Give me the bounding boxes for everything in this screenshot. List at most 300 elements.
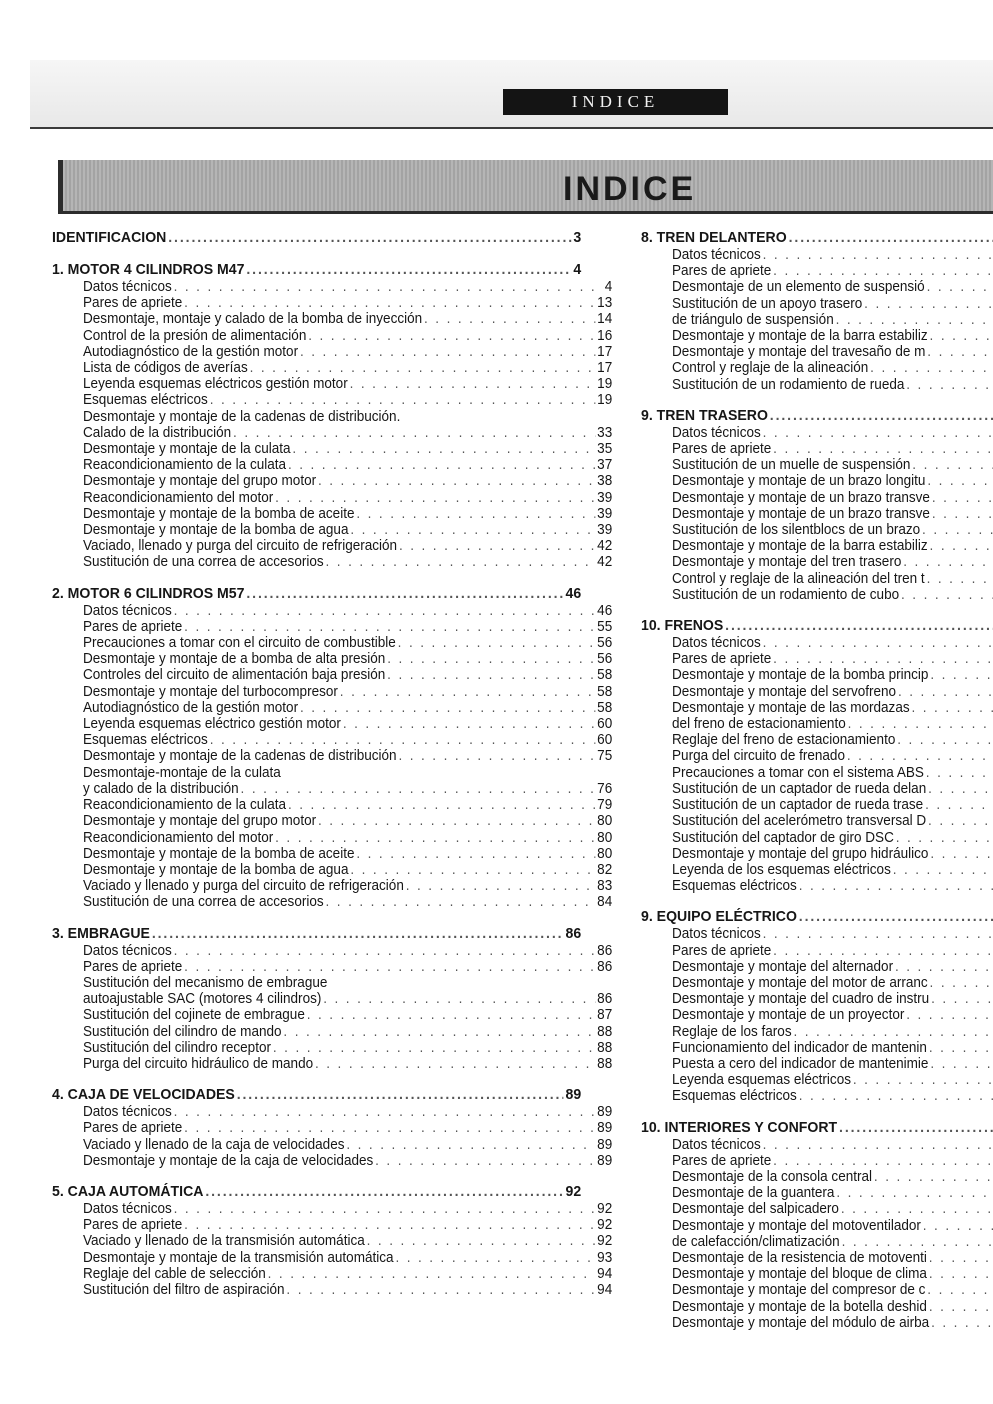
leader-dots bbox=[346, 1137, 595, 1153]
leader-dots bbox=[288, 457, 595, 473]
toc-entry-label: Sustitución del cilindro de mando bbox=[83, 1023, 282, 1040]
toc-entry-label: Sustitución de un apoyo trasero bbox=[672, 295, 863, 312]
toc-entry-page: 60 bbox=[597, 716, 613, 733]
header-rule bbox=[30, 127, 993, 129]
toc-entry-label: Sustitución de una correa de accesorios bbox=[83, 554, 324, 571]
title-banner bbox=[58, 160, 993, 214]
leader-dots bbox=[275, 490, 595, 506]
toc-entry-label: Desmontaje y montaje del bloque de clima bbox=[672, 1266, 927, 1283]
toc-entry-label: Reacondicionamiento de la culata bbox=[83, 797, 287, 814]
toc-entry-label: Desmontaje y montaje del compresor de c bbox=[672, 1282, 926, 1299]
leader-dots bbox=[928, 781, 993, 797]
toc-entry-label: Desmontaje y montaje de la culata bbox=[83, 441, 291, 458]
toc-entry-page: 14 bbox=[597, 311, 613, 328]
leader-dots bbox=[184, 1120, 595, 1136]
leader-dots bbox=[398, 748, 595, 764]
toc-entry-label: Desmontaje de un elemento de suspensió bbox=[672, 279, 925, 296]
toc-entry-page: 19 bbox=[597, 392, 613, 409]
toc-entry-label: Purga del circuito hidráulico de mando bbox=[83, 1055, 314, 1072]
leader-dots bbox=[315, 1056, 595, 1072]
leader-dots bbox=[250, 360, 596, 376]
toc-section bbox=[52, 584, 613, 911]
toc-entry bbox=[52, 392, 612, 408]
toc-entry-page: 56 bbox=[597, 651, 613, 668]
toc-entry bbox=[52, 1282, 612, 1298]
toc-entry-label: Vaciado y llenado y purga del circuito de refrigeración bbox=[83, 878, 404, 895]
leader-dots bbox=[283, 1024, 595, 1040]
toc-entry-page: 37 bbox=[597, 457, 613, 474]
toc-entry bbox=[52, 295, 612, 311]
toc-entry-label: Purga del circuito de frenado bbox=[672, 748, 845, 765]
toc-entry-label: Datos técnicos bbox=[672, 1136, 761, 1153]
toc-entry-page: 38 bbox=[597, 473, 613, 490]
toc-entry-label: Controles del circuito de alimentación baja presión bbox=[83, 667, 386, 684]
toc-entry-label: Autodiagnóstico de la gestión motor bbox=[83, 343, 299, 360]
toc-entry-label: Control y reglaje de la alineación bbox=[672, 360, 869, 377]
toc-entry bbox=[52, 1153, 612, 1169]
leader-dots bbox=[929, 1250, 993, 1266]
toc-entry-label: Desmontaje y montaje del tren trasero bbox=[672, 554, 902, 571]
toc-entry bbox=[52, 1266, 612, 1282]
toc-entry-label: Desmontaje y montaje de la cadenas de distribución. bbox=[83, 408, 401, 425]
section-title-page: 86 bbox=[565, 924, 582, 942]
leader-dots bbox=[896, 830, 993, 846]
leader-dots bbox=[848, 716, 993, 732]
toc-entry bbox=[641, 765, 993, 781]
toc-entry-page: 89 bbox=[597, 1136, 613, 1153]
leader-dots bbox=[927, 344, 993, 360]
leader-dots bbox=[928, 813, 993, 829]
leader-dots bbox=[870, 360, 993, 376]
leader-dots bbox=[925, 797, 993, 813]
section-title-label: 9. TREN TRASERO bbox=[641, 406, 768, 424]
toc-entry bbox=[641, 830, 993, 846]
leader-dots bbox=[237, 1085, 564, 1104]
toc-entry bbox=[641, 490, 993, 506]
toc-entry bbox=[641, 1024, 993, 1040]
toc-entry-label: Precauciones a tomar con el sistema ABS bbox=[672, 764, 924, 781]
toc-entry-label: Control de la presión de alimentación bbox=[83, 327, 307, 344]
toc-entry bbox=[52, 943, 612, 959]
leader-dots bbox=[930, 975, 993, 991]
toc-entry-label: Desmontaje y montaje de a bomba de alta presión bbox=[83, 651, 386, 668]
toc-entry-label: Sustitución del cojinete de embrague bbox=[83, 1007, 305, 1024]
toc-entry-page: 58 bbox=[597, 683, 613, 700]
toc-left-column bbox=[52, 228, 613, 1311]
toc-entry bbox=[52, 830, 612, 846]
leader-dots bbox=[246, 260, 571, 279]
section-title-page: 46 bbox=[565, 584, 582, 602]
leader-dots bbox=[763, 425, 993, 441]
toc-entry bbox=[641, 943, 993, 959]
toc-entry bbox=[52, 1137, 612, 1153]
leader-dots bbox=[770, 406, 993, 425]
toc-entry bbox=[52, 344, 612, 360]
toc-entry bbox=[641, 1007, 993, 1023]
toc-entry-label: Sustitución de los silentblocs de un brazo bbox=[672, 522, 921, 539]
toc-entry-label: Sustitución del filtro de aspiración bbox=[83, 1281, 285, 1298]
toc-entry-label: Desmontaje y montaje de la bomba princip bbox=[672, 667, 929, 684]
toc-entry-label: Pares de apriete bbox=[83, 1120, 183, 1137]
leader-dots bbox=[929, 1266, 993, 1282]
leader-dots bbox=[343, 716, 595, 732]
section-title-label: 4. CAJA DE VELOCIDADES bbox=[52, 1086, 235, 1104]
toc-entry bbox=[52, 603, 612, 619]
toc-entry bbox=[641, 1153, 993, 1169]
toc-entry-label: Sustitución del mecanismo de embrague bbox=[83, 974, 328, 991]
toc-entry-label: Datos técnicos bbox=[83, 279, 172, 295]
toc-entry bbox=[641, 846, 993, 862]
leader-dots bbox=[184, 619, 595, 635]
leader-dots bbox=[367, 1233, 596, 1249]
leader-dots bbox=[350, 522, 595, 538]
toc-section bbox=[52, 260, 613, 571]
toc-entry-page: 19 bbox=[597, 376, 613, 393]
leader-dots bbox=[930, 667, 993, 683]
toc-entry bbox=[641, 651, 993, 667]
leader-dots bbox=[387, 651, 595, 667]
leader-dots bbox=[275, 830, 595, 846]
leader-dots bbox=[300, 344, 595, 360]
toc-entry-label: Datos técnicos bbox=[672, 247, 761, 263]
toc-entry bbox=[52, 846, 612, 862]
leader-dots bbox=[927, 279, 993, 295]
leader-dots bbox=[773, 441, 993, 457]
toc-entry-label: Desmontaje del salpicadero bbox=[672, 1201, 839, 1218]
toc-entry-label: Vaciado, llenado y purga del circuito de refrigeración bbox=[83, 538, 398, 555]
toc-entry-label: Pares de apriete bbox=[83, 1217, 183, 1234]
toc-entry-label: Desmontaje de la resistencia de motoventi bbox=[672, 1249, 927, 1266]
toc-entry bbox=[52, 1056, 612, 1072]
leader-dots bbox=[911, 700, 993, 716]
toc-entry-page: 39 bbox=[597, 522, 613, 539]
toc-entry bbox=[52, 1024, 612, 1040]
toc-entry-label: de calefacción/climatización bbox=[672, 1233, 840, 1250]
toc-entry-page: 89 bbox=[597, 1104, 613, 1121]
section-title bbox=[641, 907, 993, 926]
section-title bbox=[52, 1085, 581, 1104]
leader-dots bbox=[763, 1137, 993, 1153]
leader-dots bbox=[836, 312, 993, 328]
toc-entry-page: 4 bbox=[604, 279, 613, 295]
toc-entry bbox=[52, 732, 612, 748]
leader-dots bbox=[927, 571, 993, 587]
leader-dots bbox=[174, 1104, 596, 1120]
toc-entry-page: 58 bbox=[597, 699, 613, 716]
toc-entry bbox=[641, 312, 993, 328]
toc-entry-label: Datos técnicos bbox=[672, 635, 761, 652]
toc-entry-label: Datos técnicos bbox=[83, 602, 172, 619]
toc-entry-page: 84 bbox=[597, 894, 613, 911]
section-title-page: 4 bbox=[573, 261, 582, 278]
toc-entry-label: de triángulo de suspensión bbox=[672, 311, 834, 328]
leader-dots bbox=[932, 506, 993, 522]
leader-dots bbox=[184, 1217, 595, 1233]
section-title-label: 8. TREN DELANTERO bbox=[641, 229, 787, 246]
toc-entry-label: Pares de apriete bbox=[83, 618, 183, 635]
toc-entry-label: Reacondicionamiento de la culata bbox=[83, 457, 287, 474]
toc-entry-label: Pares de apriete bbox=[672, 651, 772, 668]
toc-entry-label: Desmontaje y montaje del grupo motor bbox=[83, 813, 317, 830]
section-title-page: 89 bbox=[565, 1086, 582, 1104]
toc-entry bbox=[52, 1120, 612, 1136]
toc-entry-label: Sustitución de un muelle de suspensión bbox=[672, 457, 911, 474]
section-title-label: 3. EMBRAGUE bbox=[52, 924, 150, 942]
toc-entry-page: 58 bbox=[597, 667, 613, 684]
toc-entry bbox=[641, 1137, 993, 1153]
toc-entry-page: 86 bbox=[597, 942, 613, 959]
toc-entry bbox=[52, 635, 612, 651]
toc-entry-label: Datos técnicos bbox=[672, 424, 761, 441]
toc-entry bbox=[641, 328, 993, 344]
toc-entry bbox=[641, 1218, 993, 1234]
toc-entry-page: 80 bbox=[597, 845, 613, 862]
leader-dots bbox=[901, 587, 993, 603]
toc-entry bbox=[52, 311, 612, 327]
leader-dots bbox=[923, 1218, 993, 1234]
toc-entry-label: Desmontaje y montaje de un brazo longitu bbox=[672, 473, 926, 490]
leader-dots bbox=[931, 1315, 993, 1331]
toc-entry-label: Datos técnicos bbox=[672, 926, 761, 943]
leader-dots bbox=[326, 894, 596, 910]
leader-dots bbox=[898, 684, 993, 700]
toc-entry bbox=[641, 1299, 993, 1315]
toc-entry bbox=[52, 1040, 612, 1056]
toc-entry-page: 89 bbox=[597, 1152, 613, 1169]
toc-entry bbox=[641, 360, 993, 376]
toc-entry bbox=[641, 959, 993, 975]
leader-dots bbox=[350, 376, 596, 392]
leader-dots bbox=[927, 473, 993, 489]
leader-dots bbox=[174, 279, 603, 295]
toc-entry bbox=[641, 296, 993, 312]
leader-dots bbox=[930, 538, 993, 554]
toc-entry bbox=[641, 667, 993, 683]
leader-dots bbox=[210, 392, 596, 408]
section-title bbox=[52, 260, 581, 279]
section-title-label: 10. FRENOS bbox=[641, 617, 724, 635]
toc-entry bbox=[52, 490, 612, 506]
toc-entry bbox=[52, 797, 612, 813]
toc-entry bbox=[641, 473, 993, 489]
leader-dots bbox=[356, 846, 595, 862]
toc-entry-label: Datos técnicos bbox=[83, 1104, 172, 1121]
toc-entry bbox=[641, 732, 993, 748]
toc-entry-page: 79 bbox=[597, 797, 613, 814]
toc-entry-label: Desmontaje y montaje de la bomba de aceite bbox=[83, 845, 355, 862]
leader-dots bbox=[424, 311, 595, 327]
toc-entry bbox=[52, 554, 612, 570]
section-title-label: 2. MOTOR 6 CILINDROS M57 bbox=[52, 584, 245, 602]
leader-dots bbox=[799, 907, 993, 926]
toc-entry bbox=[52, 409, 612, 425]
toc-entry-label: Sustitución del acelerómetro transversal D bbox=[672, 813, 927, 830]
toc-entry-page: 16 bbox=[597, 327, 613, 344]
leader-dots bbox=[853, 1072, 993, 1088]
leader-dots bbox=[273, 1040, 595, 1056]
leader-dots bbox=[930, 846, 993, 862]
toc-entry bbox=[52, 441, 612, 457]
toc-entry bbox=[641, 716, 993, 732]
toc-entry bbox=[52, 862, 612, 878]
toc-entry bbox=[52, 1233, 612, 1249]
page-title: INDICE bbox=[563, 170, 697, 208]
toc-entry bbox=[641, 813, 993, 829]
toc-section bbox=[52, 1182, 613, 1298]
toc-entry bbox=[641, 1088, 993, 1104]
toc-entry bbox=[641, 1201, 993, 1217]
toc-entry bbox=[641, 1250, 993, 1266]
section-title bbox=[641, 406, 993, 425]
toc-entry-label: Desmontaje y montaje de un brazo transve bbox=[672, 505, 930, 522]
leader-dots bbox=[893, 862, 993, 878]
toc-entry-label: Desmontaje y montaje del grupo hidráulico bbox=[672, 845, 929, 862]
toc-section bbox=[52, 1085, 613, 1169]
toc-entry bbox=[641, 1185, 993, 1201]
toc-entry bbox=[641, 344, 993, 360]
toc-entry-label: Desmontaje y montaje del grupo motor bbox=[83, 473, 317, 490]
toc-entry bbox=[641, 635, 993, 651]
toc-entry-page: 42 bbox=[597, 554, 613, 571]
leader-dots bbox=[205, 1182, 563, 1201]
toc-entry bbox=[641, 425, 993, 441]
leader-dots bbox=[912, 457, 993, 473]
leader-dots bbox=[725, 616, 993, 635]
toc-entry-label: Desmontaje-montaje de la culata bbox=[83, 764, 281, 781]
toc-entry-label: Desmontaje y montaje del alternador bbox=[672, 958, 894, 975]
leader-dots bbox=[836, 1185, 993, 1201]
leader-dots bbox=[399, 538, 595, 554]
section-title-page: 3 bbox=[573, 229, 582, 246]
section-title-label: IDENTIFICACION bbox=[52, 229, 167, 246]
leader-dots bbox=[929, 1040, 993, 1056]
leader-dots bbox=[387, 667, 595, 683]
toc-entry bbox=[641, 781, 993, 797]
section-title bbox=[52, 228, 581, 247]
toc-entry-label: Pares de apriete bbox=[672, 441, 772, 458]
toc-entry-label: Esquemas eléctricos bbox=[672, 1088, 797, 1105]
toc-entry-label: Desmontaje de la guantera bbox=[672, 1185, 835, 1202]
toc-entry-label: Desmontaje y montaje del servofreno bbox=[672, 683, 897, 700]
toc-entry bbox=[52, 522, 612, 538]
leader-dots bbox=[152, 924, 564, 943]
section-title bbox=[52, 1182, 581, 1201]
toc-entry-page: 83 bbox=[597, 878, 613, 895]
toc-entry-label: Desmontaje y montaje de la bomba de aceite bbox=[83, 505, 355, 522]
toc-entry bbox=[52, 748, 612, 764]
toc-entry-page: 88 bbox=[597, 1023, 613, 1040]
toc-entry bbox=[52, 538, 612, 554]
leader-dots bbox=[307, 1007, 596, 1023]
toc-entry bbox=[641, 1282, 993, 1298]
toc-entry bbox=[52, 360, 612, 376]
leader-dots bbox=[773, 263, 993, 279]
leader-dots bbox=[799, 1088, 993, 1104]
toc-entry-label: Autodiagnóstico de la gestión motor bbox=[83, 699, 299, 716]
toc-entry-label: Desmontaje y montaje del travesaño de m bbox=[672, 344, 926, 361]
leader-dots bbox=[922, 522, 993, 538]
leader-dots bbox=[268, 1266, 596, 1282]
toc-entry bbox=[52, 619, 612, 635]
leader-dots bbox=[903, 554, 993, 570]
leader-dots bbox=[773, 651, 993, 667]
toc-entry bbox=[641, 1040, 993, 1056]
toc-entry-page: 60 bbox=[597, 732, 613, 749]
section-title-label: 1. MOTOR 4 CILINDROS M47 bbox=[52, 261, 245, 278]
toc-entry-label: Esquemas eléctricos bbox=[83, 732, 208, 749]
toc-entry bbox=[641, 797, 993, 813]
toc-entry bbox=[641, 975, 993, 991]
toc-entry bbox=[52, 667, 612, 683]
leader-dots bbox=[174, 1201, 596, 1217]
toc-entry-label: Esquemas eléctricos bbox=[672, 878, 797, 895]
toc-entry bbox=[641, 684, 993, 700]
toc-entry-page: 94 bbox=[597, 1281, 613, 1298]
toc-entry bbox=[52, 376, 612, 392]
toc-entry-label: Datos técnicos bbox=[83, 1200, 172, 1217]
toc-entry-label: Desmontaje y montaje del cuadro de instru bbox=[672, 991, 930, 1008]
toc-entry-label: Leyenda esquemas eléctricos bbox=[672, 1072, 851, 1089]
toc-section bbox=[641, 907, 993, 1104]
toc-entry bbox=[52, 506, 612, 522]
toc-entry bbox=[641, 862, 993, 878]
toc-entry-label: Desmontaje y montaje del motoventilador bbox=[672, 1217, 921, 1234]
leader-dots bbox=[929, 1299, 993, 1315]
toc-entry bbox=[641, 377, 993, 393]
toc-entry bbox=[641, 1072, 993, 1088]
leader-dots bbox=[184, 295, 595, 311]
leader-dots bbox=[174, 603, 596, 619]
leader-dots bbox=[842, 1234, 993, 1250]
section-title bbox=[641, 616, 993, 635]
toc-entry-label: Desmontaje y montaje de la caja de velocidades bbox=[83, 1152, 374, 1169]
toc-entry-label: Desmontaje y montaje de la botella deshid bbox=[672, 1298, 927, 1315]
leader-dots bbox=[246, 584, 563, 603]
toc-entry-label: Pares de apriete bbox=[83, 958, 183, 975]
section-title-page: 92 bbox=[565, 1182, 582, 1200]
toc-entry bbox=[52, 716, 612, 732]
toc-entry-label: Sustitución de una correa de accesorios bbox=[83, 894, 324, 911]
toc-entry bbox=[52, 1250, 612, 1266]
toc-entry bbox=[52, 473, 612, 489]
toc-section bbox=[641, 406, 993, 603]
toc-entry-label: Calado de la distribución bbox=[83, 424, 232, 441]
leader-dots bbox=[906, 1007, 993, 1023]
leader-dots bbox=[895, 959, 993, 975]
leader-dots bbox=[799, 878, 993, 894]
toc-entry bbox=[641, 991, 993, 1007]
leader-dots bbox=[210, 732, 596, 748]
toc-entry bbox=[52, 651, 612, 667]
toc-entry bbox=[641, 506, 993, 522]
toc-entry-label: Desmontaje, montaje y calado de la bomba de inyección bbox=[83, 311, 423, 328]
leader-dots bbox=[841, 1201, 993, 1217]
toc-entry-label: del freno de estacionamiento bbox=[672, 716, 846, 733]
leader-dots bbox=[323, 991, 595, 1007]
toc-entry-page: 94 bbox=[597, 1265, 613, 1282]
toc-right-column bbox=[641, 228, 993, 1344]
toc-entry bbox=[641, 1234, 993, 1250]
toc-entry-page: 56 bbox=[597, 635, 613, 652]
toc-entry-label: Desmontaje y montaje de la bomba de agua bbox=[83, 522, 349, 539]
toc-entry-label: Pares de apriete bbox=[672, 263, 772, 280]
toc-entry-page: 75 bbox=[597, 748, 613, 765]
toc-entry bbox=[641, 1169, 993, 1185]
toc-entry bbox=[52, 975, 612, 991]
toc-entry-page: 55 bbox=[597, 618, 613, 635]
toc-entry bbox=[641, 878, 993, 894]
toc-entry bbox=[52, 684, 612, 700]
